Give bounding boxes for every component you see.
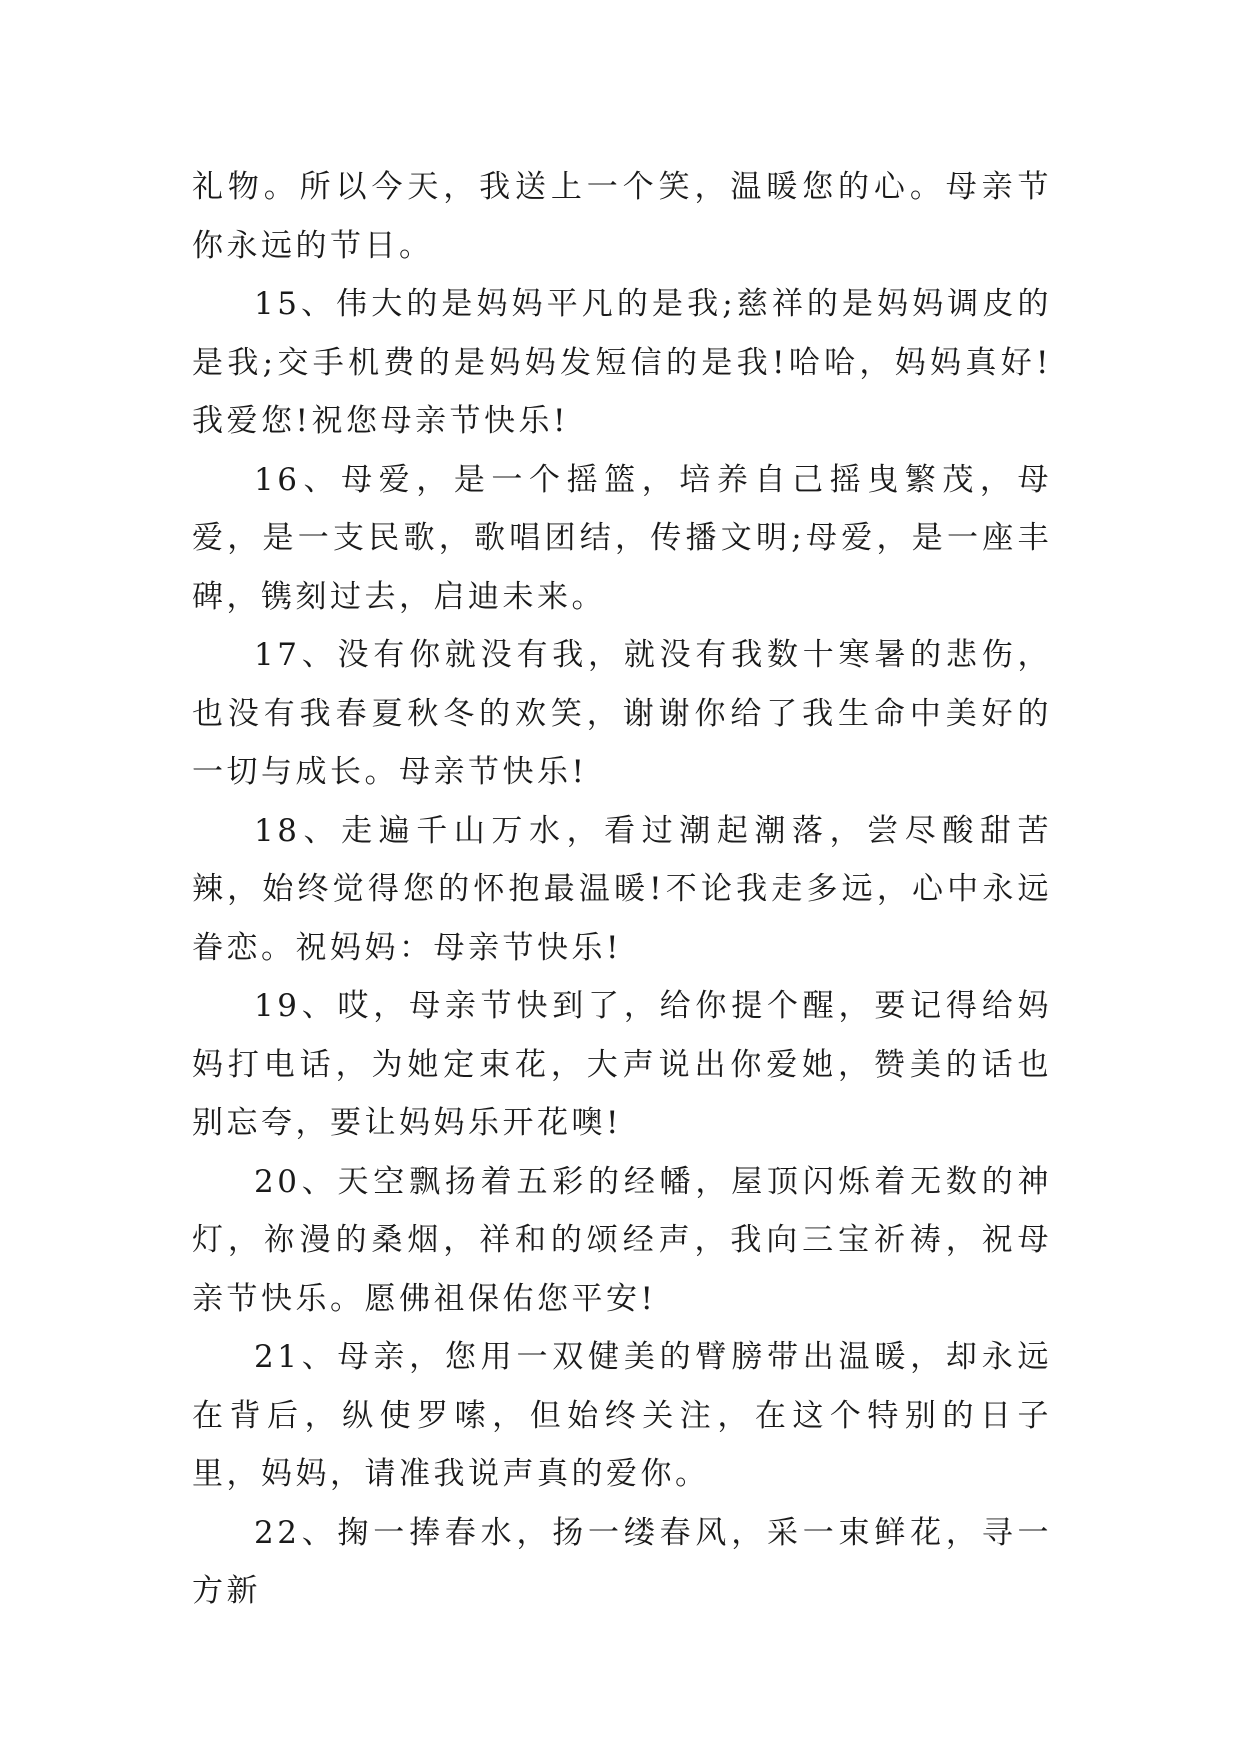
paragraph-item-18: 18、走遍千山万水，看过潮起潮落，尝尽酸甜苦辣，始终觉得您的怀抱最温暖!不论我走多远，心中永远眷恋。祝妈妈：母亲节快乐!	[192, 812, 1052, 966]
paragraph-item-16: 16、母爱，是一个摇篮，培养自己摇曳繁茂，母爱，是一支民歌，歌唱团结，传播文明;母爱，是一座丰碑，镌刻过去，启迪未来。	[192, 461, 1052, 615]
paragraph: 礼物。所以今天，我送上一个笑，温暖您的心。母亲节你永远的节日。	[192, 169, 1052, 264]
document-body	[192, 158, 1052, 1621]
paragraph-item-17: 17、没有你就没有我，就没有我数十寒暑的悲伤，也没有我春夏秋冬的欢笑，谢谢你给了我生命中美好的一切与成长。母亲节快乐!	[192, 637, 1052, 790]
paragraph-item-20: 20、天空飘扬着五彩的经幡，屋顶闪烁着无数的神灯，祢漫的桑烟，祥和的颂经声，我向三宝祈祷，祝母亲节快乐。愿佛祖保佑您平安!	[192, 1163, 1052, 1317]
paragraph-item-22: 22、掬一捧春水，扬一缕春风，采一束鲜花，寻一方新	[192, 1514, 1052, 1609]
paragraph-item-15: 15、伟大的是妈妈平凡的是我;慈祥的是妈妈调皮的是我;交手机费的是妈妈发短信的是我!哈哈，妈妈真好!我爱您!祝您母亲节快乐!	[192, 286, 1052, 439]
paragraph-item-19: 19、哎，母亲节快到了，给你提个醒，要记得给妈妈打电话，为她定束花，大声说出你爱她，赞美的话也别忘夸，要让妈妈乐开花噢!	[192, 988, 1052, 1141]
paragraph-item-21: 21、母亲，您用一双健美的臂膀带出温暖，却永远在背后，纵使罗嗦，但始终关注，在这个特别的日子里，妈妈，请准我说声真的爱你。	[192, 1339, 1052, 1492]
